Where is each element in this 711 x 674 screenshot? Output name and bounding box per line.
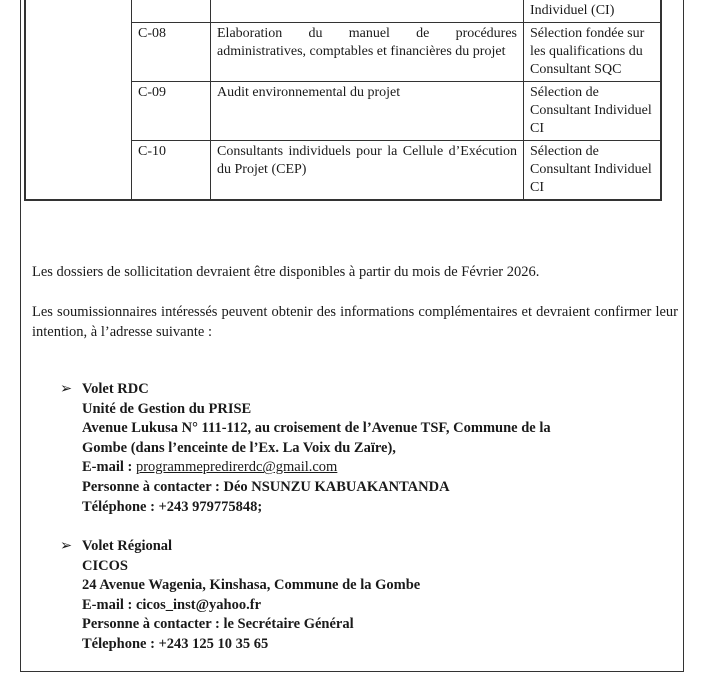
table-cell-code: C-09 [132,82,211,141]
regional-email: E-mail : cicos_inst@yahoo.fr [82,596,262,613]
table-row [25,0,661,23]
table-cell-empty [25,141,132,201]
table-cell-description: Elaboration du manuel de procédures administratives, comptables et financières du projet [211,23,524,82]
rdc-unit: Unité de Gestion du PRISE [82,400,252,417]
rdc-street-line2: Gombe (dans l’enceinte de l’Ex. La Voix du Zaïre), [82,439,396,456]
table-cell-description: Audit environnemental du projet [211,82,524,141]
table-cell-empty [25,23,132,82]
rdc-heading: Volet RDC [82,381,149,397]
table-cell-code [132,0,211,23]
address-block-regional [60,537,420,655]
table-cell-description: Consultants individuels pour la Cellule d’Exécution du Projet (CEP) [211,141,524,201]
rdc-phone: Téléphone : +243 979775848; [82,498,263,515]
table-row [25,141,661,201]
table-cell-method: Sélection de Consultant Individuel CI [524,82,662,141]
table-cell-method: Sélection fondée sur les qualifications du Consultant SQC [524,23,662,82]
contact-intro-paragraph: Les soumissionnaires intéressés peuvent obtenir des informations complémentaires et devraient confirmer leur intention, à l’adresse suivante : [32,304,678,340]
rdc-email-label: E-mail : [82,459,136,476]
table-cell-code: C-10 [132,141,211,201]
table-cell-method: Sélection de Consultant Individuel CI [524,141,662,201]
regional-street: 24 Avenue Wagenia, Kinshasa, Commune de la Gombe [82,577,421,594]
rdc-contact-person: Personne à contacter : Déo NSUNZU KABUAKANTANDA [82,478,450,495]
table-cell-empty [25,0,132,23]
rdc-email-line [60,458,551,478]
table-row [25,23,661,82]
regional-contact-person: Personne à contacter : le Secrétaire Général [82,616,354,633]
table-cell-description [211,0,524,23]
table-cell-empty [25,82,132,141]
rdc-email-link[interactable]: programmepredirerdc@gmail.com [135,459,338,476]
table-cell-method: Individuel (CI) [524,0,662,23]
availability-paragraph: Les dossiers de sollicitation devraient être disponibles à partir du mois de Février 2026. [32,264,540,280]
arrow-bullet-icon: ➢ [60,381,73,397]
rdc-street-line1: Avenue Lukusa N° 111-112, au croisement de l’Avenue TSF, Commune de la [82,420,551,437]
address-block-rdc [60,380,551,517]
procurement-table [24,0,662,201]
regional-org: CICOS [82,557,128,574]
regional-phone: Télephone : +243 125 10 35 65 [82,635,269,652]
table-cell-code: C-08 [132,23,211,82]
arrow-bullet-icon: ➢ [60,538,73,554]
table-row [25,82,661,141]
regional-heading: Volet Régional [82,538,173,554]
